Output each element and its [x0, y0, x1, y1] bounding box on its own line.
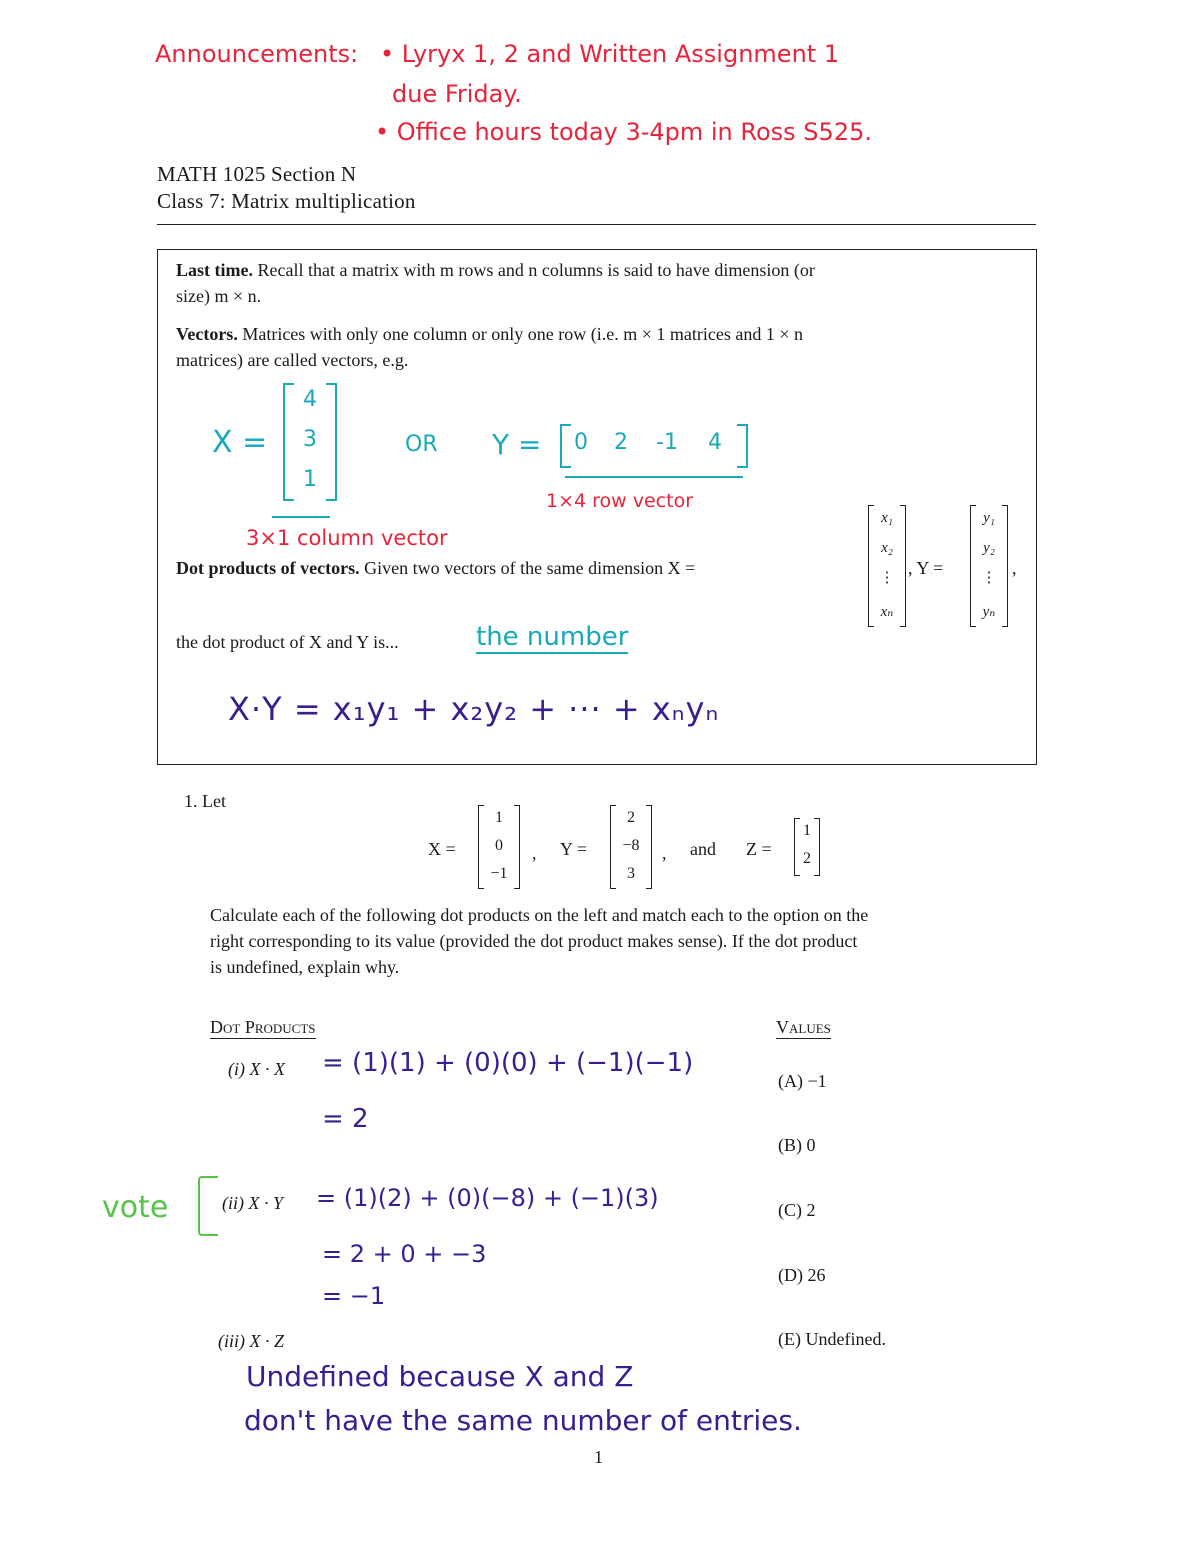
hand-y-entry-3: -1 [656, 430, 678, 455]
dot-y-label: , Y = [908, 558, 944, 578]
gx-entry-1: x₁ [881, 510, 893, 526]
dot-text: Given two vectors of the same dimension X = [364, 558, 696, 578]
gx-entry-4: xₙ [880, 604, 894, 620]
item-ii-label: (ii) X · Y [222, 1193, 283, 1213]
vectors-heading: Vectors. [176, 324, 238, 344]
px-entry-2: 0 [495, 837, 503, 854]
page-number: 1 [594, 1447, 603, 1467]
gy-entry-3: ⋮ [981, 570, 997, 586]
problem-x-label: X = [428, 839, 456, 859]
dot-formula: X·Y = x₁y₁ + x₂y₂ + ··· + xₙyₙ [228, 690, 720, 728]
value-option-c: (C) 2 [778, 1200, 816, 1220]
value-option-b: (B) 0 [778, 1135, 816, 1155]
gx-entry-2: x₂ [881, 540, 893, 556]
announcement-item-2: • Office hours today 3-4pm in Ross S525. [375, 118, 872, 146]
pz-entry-1: 1 [803, 822, 811, 839]
instruction-line-3: is undefined, explain why. [210, 957, 400, 977]
dot-trailing-comma: , [1012, 558, 1017, 578]
px-entry-3: −1 [490, 865, 508, 882]
problem-x-vector [478, 805, 520, 889]
gy-entry-1: y₁ [983, 510, 995, 526]
vote-note: vote [102, 1190, 169, 1225]
problem-number: 1. Let [184, 791, 226, 811]
py-entry-3: 3 [627, 865, 635, 882]
column-underline [272, 516, 330, 518]
item-i-work-2: = 2 [322, 1104, 369, 1134]
or-label: OR [405, 432, 438, 457]
problem-comma-2: , [662, 843, 667, 863]
px-entry-1: 1 [495, 809, 503, 826]
item-ii-work-1: = (1)(2) + (0)(−8) + (−1)(3) [316, 1184, 659, 1212]
item-iii-work-2: don't have the same number of entries. [244, 1404, 802, 1437]
row-vector-note: 1×4 row vector [546, 490, 693, 512]
vectors-text-2: matrices) are called vectors, e.g. [176, 350, 409, 370]
item-i-work-1: = (1)(1) + (0)(0) + (−1)(−1) [322, 1048, 694, 1078]
vectors-para [176, 321, 803, 347]
last-time-para [176, 257, 815, 283]
hand-x-column-vector [283, 383, 337, 501]
problem-z-vector [794, 818, 820, 876]
item-i-label: (i) X · X [228, 1059, 285, 1079]
hand-y-entry-2: 2 [614, 430, 628, 455]
item-iii-work-1: Undefined because X and Z [246, 1360, 634, 1393]
instruction-line-1: Calculate each of the following dot products on the left and match each to the option on the [210, 905, 869, 925]
hand-x-entry-2: 3 [303, 427, 317, 452]
hand-y-label: Y = [492, 428, 542, 461]
gy-entry-4: yₙ [982, 604, 996, 620]
hand-x-entry-3: 1 [303, 467, 317, 492]
problem-y-label: Y = [560, 839, 587, 859]
dot-answer: the number [476, 622, 629, 652]
vectors-text-1: Matrices with only one column or only one row (i.e. m × 1 matrices and 1 × n [242, 324, 804, 344]
gx-entry-3: ⋮ [879, 570, 895, 586]
announcement-item-1-cont: due Friday. [392, 80, 522, 108]
value-option-a: (A) −1 [778, 1071, 827, 1091]
problem-and: and [690, 839, 716, 859]
problem-y-vector [610, 805, 652, 889]
problem-comma-1: , [532, 843, 537, 863]
hand-y-row-vector [560, 424, 748, 468]
value-option-e: (E) Undefined. [778, 1329, 886, 1349]
dot-line-2: the dot product of X and Y is... [176, 632, 399, 652]
announcements-label: Announcements: [155, 40, 359, 68]
gy-entry-2: y₂ [983, 540, 995, 556]
last-time-heading: Last time. [176, 260, 253, 280]
instruction-line-2: right corresponding to its value (provided the dot product makes sense). If the dot product [210, 931, 858, 951]
value-option-d: (D) 26 [778, 1265, 826, 1285]
hand-y-entry-4: 4 [708, 430, 722, 455]
dot-heading: Dot products of vectors. [176, 558, 360, 578]
row-underline [565, 476, 743, 478]
pz-entry-2: 2 [803, 850, 811, 867]
values-heading: Values [776, 1017, 831, 1037]
hand-x-entry-1: 4 [303, 387, 317, 412]
class-title: Class 7: Matrix multiplication [157, 189, 416, 213]
py-entry-2: −8 [622, 837, 640, 854]
item-iii-label: (iii) X · Z [218, 1331, 284, 1351]
item-ii-work-3: = −1 [322, 1282, 386, 1310]
dot-products-heading: Dot Products [210, 1017, 316, 1037]
last-time-text-1: Recall that a matrix with m rows and n columns is said to have dimension (or [257, 260, 815, 280]
hand-x-label: X = [212, 425, 268, 460]
generic-x-vector [868, 505, 906, 627]
column-vector-note: 3×1 column vector [246, 526, 448, 550]
header-rule [157, 224, 1036, 225]
problem-z-label: Z = [746, 839, 772, 859]
hand-y-entry-1: 0 [574, 430, 588, 455]
vote-bracket [198, 1176, 218, 1236]
item-ii-work-2: = 2 + 0 + −3 [322, 1240, 487, 1268]
generic-y-vector [970, 505, 1008, 627]
py-entry-1: 2 [627, 809, 635, 826]
dot-para [176, 555, 695, 581]
announcement-item-1: • Lyryx 1, 2 and Written Assignment 1 [380, 40, 840, 68]
course-title: MATH 1025 Section N [157, 162, 357, 186]
last-time-text-2: size) m × n. [176, 286, 262, 306]
